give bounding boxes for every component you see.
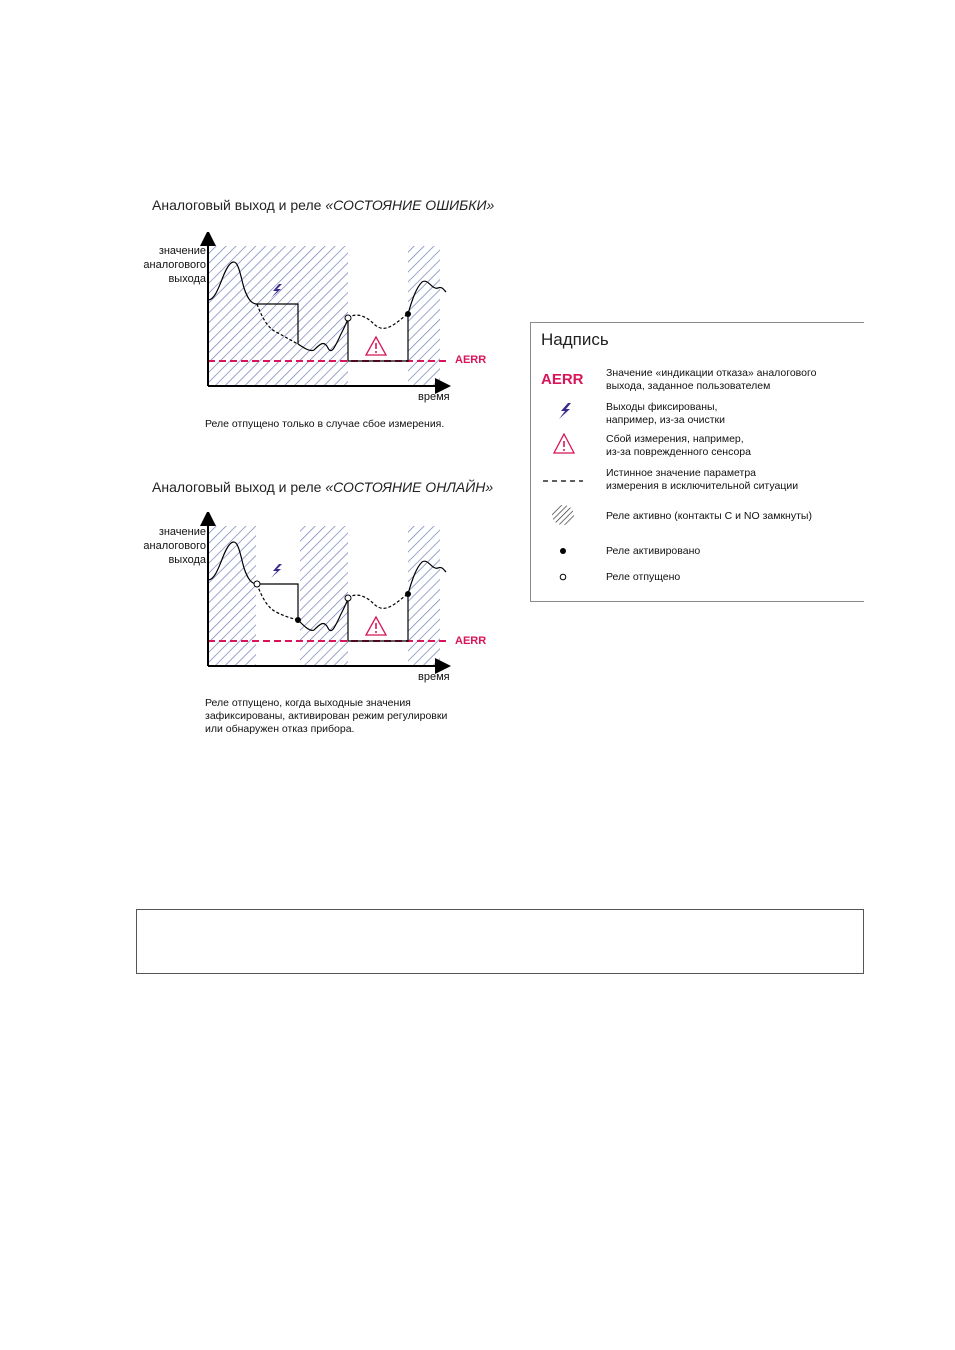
chart2-diagram (200, 512, 500, 677)
legend-item-true-value: Истинное значение параметра измерения в исключительной ситуации (606, 467, 799, 492)
chart1-caption: Реле отпущено только в случае сбое измерения. (205, 418, 445, 430)
true-value-dashed-line (257, 584, 298, 620)
chart2-caption: Реле отпущено, когда выходные значения зафиксированы, активирован режим регулировки или обнаружен отказ прибора. (205, 697, 448, 735)
relay-activated-dot (405, 311, 411, 317)
legend-item-activated: Реле активировано (606, 545, 701, 557)
relay-active-region (208, 526, 256, 666)
note-box (136, 909, 864, 974)
hatch-swatch-icon (551, 504, 575, 526)
legend-item-frozen: Выходы фиксированы, например, из-за очистки (606, 401, 725, 426)
true-value-dashed-line (348, 314, 408, 328)
relay-released-dot (254, 581, 260, 587)
warning-triangle-icon (366, 337, 386, 355)
filled-dot-icon (559, 547, 567, 555)
chart1-diagram (200, 232, 500, 397)
chart2-y-axis-label: значение аналогового выхода (143, 526, 206, 566)
relay-activated-dot (295, 617, 301, 623)
open-dot-icon (559, 573, 567, 581)
legend-item-failure: Сбой измерения, например, из-за поврежденного сенсора (606, 433, 751, 458)
legend-title: Надпись (541, 330, 609, 349)
chart2-title: Аналоговый выход и реле «СОСТОЯНИЕ ОНЛАЙН» (152, 479, 494, 495)
relay-active-region (408, 246, 440, 386)
chart2-aerr-label: AERR (455, 635, 487, 647)
chart1-title: Аналоговый выход и реле «СОСТОЯНИЕ ОШИБКИ» (152, 197, 495, 213)
chart1-aerr-label: AERR (455, 354, 487, 366)
warning-triangle-icon (366, 617, 386, 635)
chart1-y-axis-label: значение аналогового выхода (143, 245, 206, 285)
relay-released-dot (345, 315, 351, 321)
relay-active-region (300, 526, 348, 666)
chart1-x-axis-label: время (418, 391, 450, 403)
legend-item-aerr: Значение «индикации отказа» аналогового выхода, заданное пользователем (606, 367, 817, 392)
true-value-dashed-line (348, 594, 408, 608)
chart2-x-axis-label: время (418, 671, 450, 683)
relay-released-dot (345, 595, 351, 601)
legend-box (530, 322, 864, 602)
dashed-line-icon (543, 478, 583, 484)
lightning-icon (558, 403, 572, 419)
relay-active-region (408, 526, 440, 666)
legend-item-relay-active: Реле активно (контакты C и NO замкнуты) (606, 510, 812, 522)
lightning-icon (271, 564, 282, 578)
warning-triangle-icon (553, 433, 575, 455)
relay-activated-dot (405, 591, 411, 597)
frozen-output-line (257, 584, 298, 620)
legend-item-released: Реле отпущено (606, 571, 681, 583)
relay-active-region (208, 246, 348, 386)
aerr-text: AERR (541, 371, 584, 388)
